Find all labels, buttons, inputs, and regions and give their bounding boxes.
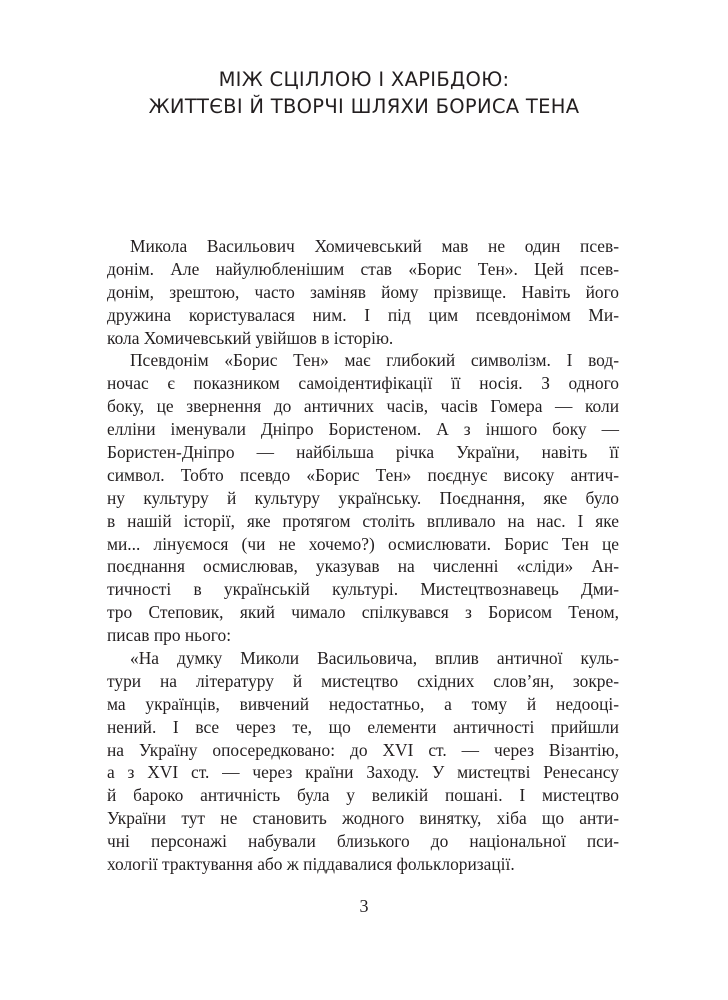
text-line: ночас є показником самоідентифікації її носія. З одного xyxy=(107,373,619,394)
text-line: елліни іменували Дніпро Бористеном. А з іншого боку — xyxy=(107,419,619,440)
text-line: поєднання осмислював, указував на численні «сліди» Ан- xyxy=(107,556,619,577)
text-line: й бароко античність була у великій пошані. І мистецтво xyxy=(107,785,619,806)
text-line: ма українців, вивчений недостатньо, а тому й недооці- xyxy=(107,693,619,714)
text-line: в нашій історії, яке протягом століть впливало на нас. І яке xyxy=(107,510,619,531)
text-line: Бористен-Дніпро — найбільша річка України, навіть її xyxy=(107,442,619,463)
chapter-title-line-2: ЖИТТЄВІ Й ТВОРЧІ ШЛЯХИ БОРИСА ТЕНА xyxy=(148,95,580,118)
text-line: «На думку Миколи Васильовича, вплив античної куль- xyxy=(130,648,619,669)
chapter-title-line-1: МІЖ СЦІЛЛОЮ І ХАРІБДОЮ: xyxy=(218,68,510,91)
chapter-title xyxy=(0,66,728,120)
text-line: чні персонажі набували близького до національної пси- xyxy=(107,831,619,852)
text-line: донім, зрештою, часто заміняв йому прізвище. Навіть його xyxy=(107,281,619,302)
text-line: України тут не становить жодного винятку, хіба що анти- xyxy=(107,808,619,829)
text-line: боку, це звернення до античних часів, часів Гомера — коли xyxy=(107,396,619,417)
text-line: Микола Васильович Хомичевський мав не один псев- xyxy=(130,236,619,256)
text-line: нений. І все через те, що елементи античності прийшли xyxy=(107,716,619,737)
text-line: на Україну опосередковано: до XVI ст. — через Візантію, xyxy=(107,739,619,760)
text-line: ми... лінуємося (чи не хочемо?) осмислювати. Борис Тен це xyxy=(107,533,619,554)
text-line: тичності в українській культурі. Мистецтвознавець Дми- xyxy=(107,579,619,600)
text-line: тури на літературу й мистецтво східних слов’ян, зокре- xyxy=(107,670,619,691)
text-line: писав про нього: xyxy=(107,625,232,646)
body-text xyxy=(107,235,619,876)
text-line: Псевдонім «Борис Тен» має глибокий символізм. І вод- xyxy=(130,350,619,371)
page-number: 3 xyxy=(359,896,369,916)
text-line: а з XVI ст. — через країни Заходу. У мистецтві Ренесансу xyxy=(107,762,619,783)
text-line: хології трактування або ж піддавалися фольклоризації. xyxy=(107,854,515,875)
text-line: ну культуру й культуру українську. Поєднання, яке було xyxy=(107,487,619,508)
text-line: донім. Але найулюбленішим став «Борис Тен». Цей псев- xyxy=(107,258,619,279)
text-line: кола Хомичевський увійшов в історію. xyxy=(107,327,394,348)
text-line: тро Степовик, який чимало спілкувався з Борисом Теном, xyxy=(107,602,619,623)
text-line: дружина користувалася ним. І під цим псевдонімом Ми- xyxy=(107,304,619,325)
text-line: символ. Тобто псевдо «Борис Тен» поєднує високу антич- xyxy=(107,464,619,485)
